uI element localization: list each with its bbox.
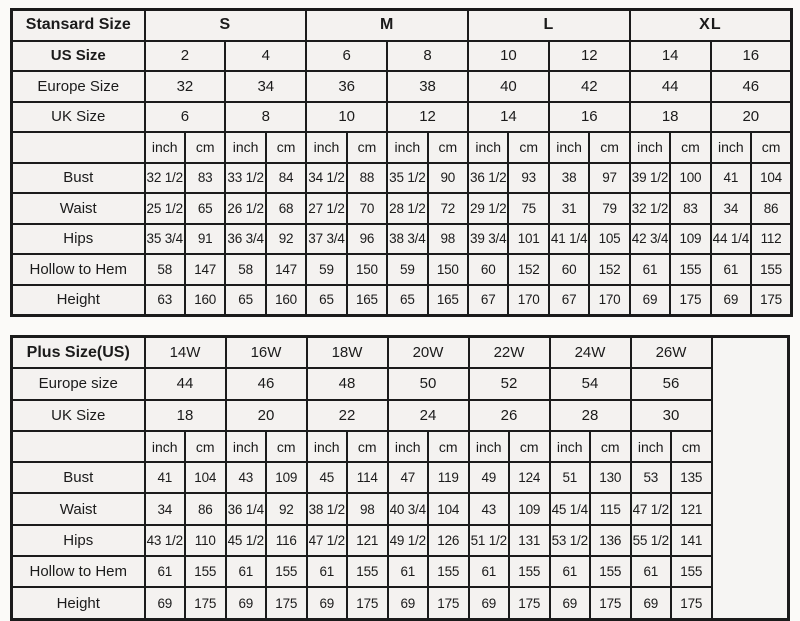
size-value: 44 bbox=[630, 71, 711, 102]
size-value: 44 bbox=[145, 368, 226, 399]
unit-label: inch bbox=[388, 431, 429, 462]
measurement-value: 100 bbox=[670, 163, 710, 194]
row-label: Europe size bbox=[12, 368, 145, 399]
measurement-value: 175 bbox=[751, 285, 791, 316]
measurement-value: 175 bbox=[671, 587, 712, 619]
size-group-header: S bbox=[145, 10, 307, 41]
measurement-value: 61 bbox=[630, 254, 670, 285]
unit-label: inch bbox=[226, 431, 267, 462]
size-row bbox=[12, 400, 789, 431]
measurement-value: 155 bbox=[751, 254, 791, 285]
size-group-header: 18W bbox=[307, 337, 388, 369]
unit-label: inch bbox=[711, 132, 751, 163]
row-label: Hollow to Hem bbox=[12, 254, 145, 285]
size-value: 34 bbox=[225, 71, 306, 102]
measurement-value: 96 bbox=[347, 224, 387, 255]
measurement-value: 86 bbox=[185, 493, 226, 524]
measurement-value: 141 bbox=[671, 525, 712, 556]
measurement-row bbox=[12, 254, 792, 285]
measurement-value: 136 bbox=[590, 525, 631, 556]
measurement-row bbox=[12, 556, 789, 587]
size-value: 46 bbox=[711, 71, 792, 102]
measurement-value: 84 bbox=[266, 163, 306, 194]
measurement-value: 63 bbox=[145, 285, 185, 316]
measurement-value: 124 bbox=[509, 462, 550, 493]
measurement-value: 121 bbox=[671, 493, 712, 524]
size-value: 16 bbox=[549, 102, 630, 133]
measurement-value: 104 bbox=[428, 493, 469, 524]
measurement-value: 45 1/4 bbox=[550, 493, 591, 524]
measurement-value: 42 3/4 bbox=[630, 224, 670, 255]
measurement-value: 33 1/2 bbox=[225, 163, 265, 194]
measurement-value: 61 bbox=[307, 556, 348, 587]
measurement-value: 35 1/2 bbox=[387, 163, 427, 194]
measurement-value: 28 1/2 bbox=[387, 193, 427, 224]
measurement-value: 175 bbox=[670, 285, 710, 316]
row-label-empty bbox=[12, 132, 145, 163]
measurement-value: 114 bbox=[347, 462, 388, 493]
measurement-value: 35 3/4 bbox=[145, 224, 185, 255]
measurement-value: 88 bbox=[347, 163, 387, 194]
measurement-value: 86 bbox=[751, 193, 791, 224]
measurement-value: 43 1/2 bbox=[145, 525, 186, 556]
size-row bbox=[12, 71, 792, 102]
measurement-value: 175 bbox=[266, 587, 307, 619]
measurement-value: 90 bbox=[428, 163, 468, 194]
size-value: 8 bbox=[225, 102, 306, 133]
measurement-value: 69 bbox=[630, 285, 670, 316]
measurement-value: 41 bbox=[145, 462, 186, 493]
plus-size-table bbox=[10, 335, 790, 621]
size-value: 32 bbox=[145, 71, 226, 102]
measurement-value: 93 bbox=[508, 163, 548, 194]
row-label: US Size bbox=[12, 41, 145, 72]
unit-label: inch bbox=[631, 431, 672, 462]
measurement-value: 155 bbox=[428, 556, 469, 587]
size-group-header: XL bbox=[630, 10, 792, 41]
measurement-value: 39 1/2 bbox=[630, 163, 670, 194]
measurement-value: 155 bbox=[509, 556, 550, 587]
unit-label: inch bbox=[387, 132, 427, 163]
size-value: 42 bbox=[549, 71, 630, 102]
unit-label: inch bbox=[549, 132, 589, 163]
measurement-row bbox=[12, 163, 792, 194]
measurement-value: 175 bbox=[428, 587, 469, 619]
measurement-value: 110 bbox=[185, 525, 226, 556]
size-value: 12 bbox=[387, 102, 468, 133]
measurement-value: 43 bbox=[469, 493, 510, 524]
measurement-value: 155 bbox=[347, 556, 388, 587]
measurement-value: 51 1/2 bbox=[469, 525, 510, 556]
size-value: 46 bbox=[226, 368, 307, 399]
measurement-value: 45 1/2 bbox=[226, 525, 267, 556]
measurement-value: 135 bbox=[671, 462, 712, 493]
measurement-value: 170 bbox=[508, 285, 548, 316]
unit-row bbox=[12, 132, 792, 163]
measurement-value: 51 bbox=[550, 462, 591, 493]
measurement-value: 92 bbox=[266, 224, 306, 255]
size-value: 40 bbox=[468, 71, 549, 102]
measurement-value: 98 bbox=[428, 224, 468, 255]
measurement-value: 155 bbox=[670, 254, 710, 285]
size-value: 16 bbox=[711, 41, 792, 72]
measurement-value: 69 bbox=[226, 587, 267, 619]
measurement-value: 37 3/4 bbox=[306, 224, 346, 255]
row-label: UK Size bbox=[12, 400, 145, 431]
measurement-value: 152 bbox=[508, 254, 548, 285]
measurement-value: 34 bbox=[711, 193, 751, 224]
measurement-value: 165 bbox=[347, 285, 387, 316]
measurement-value: 155 bbox=[266, 556, 307, 587]
measurement-value: 34 1/2 bbox=[306, 163, 346, 194]
measurement-row bbox=[12, 462, 789, 493]
unit-label: cm bbox=[508, 132, 548, 163]
size-group-header: 26W bbox=[631, 337, 712, 369]
measurement-value: 92 bbox=[266, 493, 307, 524]
measurement-value: 119 bbox=[428, 462, 469, 493]
measurement-value: 25 1/2 bbox=[145, 193, 185, 224]
measurement-value: 53 bbox=[631, 462, 672, 493]
row-label-empty bbox=[12, 431, 145, 462]
measurement-value: 160 bbox=[266, 285, 306, 316]
row-label: Hips bbox=[12, 525, 145, 556]
measurement-value: 61 bbox=[631, 556, 672, 587]
measurement-value: 27 1/2 bbox=[306, 193, 346, 224]
measurement-value: 69 bbox=[711, 285, 751, 316]
measurement-value: 67 bbox=[468, 285, 508, 316]
measurement-value: 98 bbox=[347, 493, 388, 524]
measurement-value: 69 bbox=[631, 587, 672, 619]
unit-label: cm bbox=[509, 431, 550, 462]
size-value: 14 bbox=[630, 41, 711, 72]
measurement-value: 112 bbox=[751, 224, 791, 255]
size-value: 24 bbox=[388, 400, 469, 431]
measurement-value: 97 bbox=[589, 163, 629, 194]
size-value: 20 bbox=[226, 400, 307, 431]
size-value: 14 bbox=[468, 102, 549, 133]
row-label: Height bbox=[12, 285, 145, 316]
unit-label: inch bbox=[145, 132, 185, 163]
measurement-value: 72 bbox=[428, 193, 468, 224]
size-value: 54 bbox=[550, 368, 631, 399]
unit-label: cm bbox=[428, 431, 469, 462]
size-group-header: L bbox=[468, 10, 630, 41]
unit-label: cm bbox=[751, 132, 791, 163]
size-value: 38 bbox=[387, 71, 468, 102]
measurement-value: 41 1/4 bbox=[549, 224, 589, 255]
size-value: 6 bbox=[145, 102, 226, 133]
unit-label: cm bbox=[185, 431, 226, 462]
size-row bbox=[12, 102, 792, 133]
measurement-value: 175 bbox=[347, 587, 388, 619]
measurement-value: 104 bbox=[751, 163, 791, 194]
measurement-value: 55 1/2 bbox=[631, 525, 672, 556]
measurement-value: 65 bbox=[387, 285, 427, 316]
measurement-value: 61 bbox=[226, 556, 267, 587]
size-value: 28 bbox=[550, 400, 631, 431]
measurement-value: 60 bbox=[549, 254, 589, 285]
measurement-value: 150 bbox=[428, 254, 468, 285]
measurement-value: 34 bbox=[145, 493, 186, 524]
measurement-value: 69 bbox=[145, 587, 186, 619]
measurement-value: 40 3/4 bbox=[388, 493, 429, 524]
unit-label: inch bbox=[468, 132, 508, 163]
standard-size-table bbox=[10, 8, 793, 317]
measurement-value: 32 1/2 bbox=[145, 163, 185, 194]
size-value: 56 bbox=[631, 368, 712, 399]
size-value: 48 bbox=[307, 368, 388, 399]
measurement-value: 47 bbox=[388, 462, 429, 493]
measurement-value: 69 bbox=[307, 587, 348, 619]
size-group-header: M bbox=[306, 10, 468, 41]
measurement-row bbox=[12, 193, 792, 224]
measurement-row bbox=[12, 525, 789, 556]
measurement-value: 69 bbox=[550, 587, 591, 619]
measurement-value: 160 bbox=[185, 285, 225, 316]
measurement-value: 36 3/4 bbox=[225, 224, 265, 255]
size-group-header: 22W bbox=[469, 337, 550, 369]
measurement-value: 83 bbox=[670, 193, 710, 224]
size-group-header: 14W bbox=[145, 337, 226, 369]
measurement-value: 175 bbox=[590, 587, 631, 619]
size-value: 4 bbox=[225, 41, 306, 72]
measurement-value: 75 bbox=[508, 193, 548, 224]
unit-label: cm bbox=[671, 431, 712, 462]
measurement-value: 38 3/4 bbox=[387, 224, 427, 255]
measurement-value: 109 bbox=[670, 224, 710, 255]
size-value: 30 bbox=[631, 400, 712, 431]
measurement-value: 53 1/2 bbox=[550, 525, 591, 556]
measurement-value: 109 bbox=[509, 493, 550, 524]
measurement-value: 41 bbox=[711, 163, 751, 194]
size-value: 36 bbox=[306, 71, 387, 102]
measurement-value: 45 bbox=[307, 462, 348, 493]
measurement-value: 69 bbox=[388, 587, 429, 619]
measurement-value: 175 bbox=[185, 587, 226, 619]
size-row bbox=[12, 41, 792, 72]
row-label: Waist bbox=[12, 493, 145, 524]
measurement-value: 39 3/4 bbox=[468, 224, 508, 255]
unit-label: cm bbox=[266, 132, 306, 163]
measurement-value: 115 bbox=[590, 493, 631, 524]
measurement-value: 130 bbox=[590, 462, 631, 493]
unit-label: cm bbox=[428, 132, 468, 163]
measurement-value: 150 bbox=[347, 254, 387, 285]
measurement-value: 29 1/2 bbox=[468, 193, 508, 224]
measurement-value: 79 bbox=[589, 193, 629, 224]
measurement-row bbox=[12, 493, 789, 524]
size-value: 26 bbox=[469, 400, 550, 431]
measurement-value: 60 bbox=[468, 254, 508, 285]
size-value: 2 bbox=[145, 41, 226, 72]
measurement-value: 61 bbox=[711, 254, 751, 285]
header-row bbox=[12, 337, 789, 369]
size-value: 8 bbox=[387, 41, 468, 72]
measurement-value: 83 bbox=[185, 163, 225, 194]
measurement-value: 70 bbox=[347, 193, 387, 224]
measurement-value: 155 bbox=[671, 556, 712, 587]
size-group-header: 20W bbox=[388, 337, 469, 369]
measurement-value: 175 bbox=[509, 587, 550, 619]
measurement-value: 155 bbox=[590, 556, 631, 587]
unit-label: inch bbox=[550, 431, 591, 462]
measurement-value: 47 1/2 bbox=[631, 493, 672, 524]
empty-column bbox=[712, 337, 789, 620]
size-value: 10 bbox=[468, 41, 549, 72]
size-value: 22 bbox=[307, 400, 388, 431]
header-row bbox=[12, 10, 792, 41]
measurement-value: 38 bbox=[549, 163, 589, 194]
measurement-value: 36 1/4 bbox=[226, 493, 267, 524]
measurement-value: 26 1/2 bbox=[225, 193, 265, 224]
measurement-value: 61 bbox=[550, 556, 591, 587]
measurement-value: 43 bbox=[226, 462, 267, 493]
measurement-value: 65 bbox=[306, 285, 346, 316]
measurement-value: 69 bbox=[469, 587, 510, 619]
measurement-value: 61 bbox=[388, 556, 429, 587]
unit-label: cm bbox=[670, 132, 710, 163]
measurement-value: 152 bbox=[589, 254, 629, 285]
measurement-value: 58 bbox=[145, 254, 185, 285]
measurement-value: 67 bbox=[549, 285, 589, 316]
measurement-value: 49 bbox=[469, 462, 510, 493]
measurement-value: 101 bbox=[508, 224, 548, 255]
measurement-value: 65 bbox=[225, 285, 265, 316]
measurement-row bbox=[12, 587, 789, 619]
unit-label: cm bbox=[590, 431, 631, 462]
size-value: 18 bbox=[630, 102, 711, 133]
measurement-value: 116 bbox=[266, 525, 307, 556]
unit-label: cm bbox=[266, 431, 307, 462]
size-row bbox=[12, 368, 789, 399]
measurement-value: 44 1/4 bbox=[711, 224, 751, 255]
measurement-value: 49 1/2 bbox=[388, 525, 429, 556]
row-label: Bust bbox=[12, 462, 145, 493]
measurement-value: 147 bbox=[266, 254, 306, 285]
size-value: 20 bbox=[711, 102, 792, 133]
measurement-row bbox=[12, 285, 792, 316]
measurement-value: 104 bbox=[185, 462, 226, 493]
measurement-value: 109 bbox=[266, 462, 307, 493]
unit-label: inch bbox=[469, 431, 510, 462]
unit-label: inch bbox=[306, 132, 346, 163]
unit-label: cm bbox=[347, 132, 387, 163]
measurement-value: 147 bbox=[185, 254, 225, 285]
measurement-value: 170 bbox=[589, 285, 629, 316]
measurement-value: 68 bbox=[266, 193, 306, 224]
size-value: 18 bbox=[145, 400, 226, 431]
measurement-row bbox=[12, 224, 792, 255]
size-value: 12 bbox=[549, 41, 630, 72]
size-group-header: 24W bbox=[550, 337, 631, 369]
measurement-value: 91 bbox=[185, 224, 225, 255]
measurement-value: 155 bbox=[185, 556, 226, 587]
size-value: 6 bbox=[306, 41, 387, 72]
measurement-value: 59 bbox=[387, 254, 427, 285]
measurement-value: 59 bbox=[306, 254, 346, 285]
measurement-value: 165 bbox=[428, 285, 468, 316]
row-label: Hips bbox=[12, 224, 145, 255]
measurement-value: 105 bbox=[589, 224, 629, 255]
unit-label: cm bbox=[347, 431, 388, 462]
unit-label: cm bbox=[589, 132, 629, 163]
unit-label: inch bbox=[630, 132, 670, 163]
measurement-value: 38 1/2 bbox=[307, 493, 348, 524]
measurement-value: 36 1/2 bbox=[468, 163, 508, 194]
measurement-value: 58 bbox=[225, 254, 265, 285]
measurement-value: 61 bbox=[469, 556, 510, 587]
measurement-value: 47 1/2 bbox=[307, 525, 348, 556]
row-label: Waist bbox=[12, 193, 145, 224]
unit-label: inch bbox=[225, 132, 265, 163]
size-value: 52 bbox=[469, 368, 550, 399]
row-label: Bust bbox=[12, 163, 145, 194]
unit-label: inch bbox=[145, 431, 186, 462]
size-group-header: 16W bbox=[226, 337, 307, 369]
measurement-value: 61 bbox=[145, 556, 186, 587]
measurement-value: 131 bbox=[509, 525, 550, 556]
measurement-value: 126 bbox=[428, 525, 469, 556]
row-label: Europe Size bbox=[12, 71, 145, 102]
measurement-value: 121 bbox=[347, 525, 388, 556]
size-value: 50 bbox=[388, 368, 469, 399]
row-label: UK Size bbox=[12, 102, 145, 133]
measurement-value: 32 1/2 bbox=[630, 193, 670, 224]
corner-label: Stansard Size bbox=[12, 10, 145, 41]
corner-label: Plus Size(US) bbox=[12, 337, 145, 369]
size-value: 10 bbox=[306, 102, 387, 133]
measurement-value: 65 bbox=[185, 193, 225, 224]
row-label: Height bbox=[12, 587, 145, 619]
unit-label: cm bbox=[185, 132, 225, 163]
measurement-value: 31 bbox=[549, 193, 589, 224]
row-label: Hollow to Hem bbox=[12, 556, 145, 587]
unit-row bbox=[12, 431, 789, 462]
unit-label: inch bbox=[307, 431, 348, 462]
